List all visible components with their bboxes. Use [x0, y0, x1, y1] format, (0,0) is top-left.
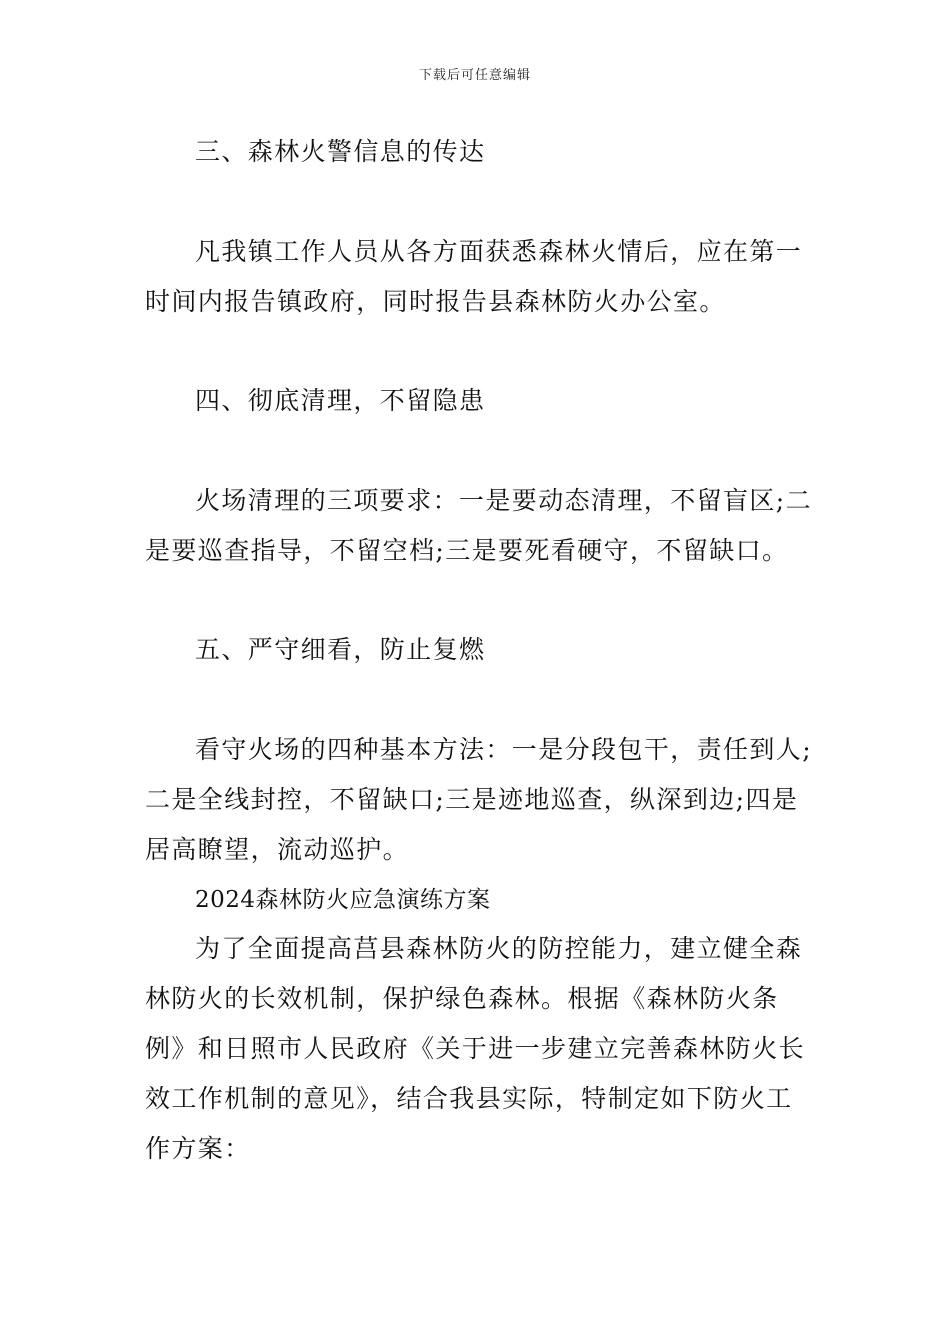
page-header-note: 下载后可任意编辑	[418, 68, 531, 83]
section-3-heading: 三、森林火警信息的传达	[195, 137, 486, 166]
plan-intro-line: 效工作机制的意见》，结合我县实际，特制定如下防火工	[145, 1084, 793, 1113]
section-4-heading: 四、彻底清理，不留隐患	[195, 386, 486, 415]
plan-intro-line: 例》和日照市人民政府《关于进一步建立完善森林防火长	[145, 1034, 806, 1063]
section-3-paragraph-line: 时间内报告镇政府，同时报告县森林防火办公室。	[145, 287, 726, 316]
plan-intro-line: 作方案：	[145, 1134, 251, 1163]
section-3-paragraph-line: 凡我镇工作人员从各方面获悉森林火情后，应在第一	[195, 237, 803, 266]
section-4-paragraph-line: 是要巡查指导，不留空档;三是要死看硬守，不留缺口。	[145, 536, 789, 565]
section-5-heading: 五、严守细看，防止复燃	[195, 635, 486, 664]
plan-intro-line: 林防火的长效机制，保护绿色森林。根据《森林防火条	[145, 984, 779, 1013]
section-5-paragraph-line: 居高瞭望，流动巡护。	[145, 835, 410, 864]
section-5-paragraph-line: 看守火场的四种基本方法：一是分段包干，责任到人;	[195, 735, 813, 764]
section-4-paragraph-line: 火场清理的三项要求：一是要动态清理，不留盲区;二	[195, 486, 813, 515]
section-5-paragraph-line: 二是全线封控，不留缺口;三是迹地巡查，纵深到边;四是	[145, 785, 799, 814]
plan-title: 2024森林防火应急演练方案	[195, 887, 491, 913]
plan-intro-line: 为了全面提高莒县森林防火的防控能力，建立健全森	[195, 934, 803, 963]
